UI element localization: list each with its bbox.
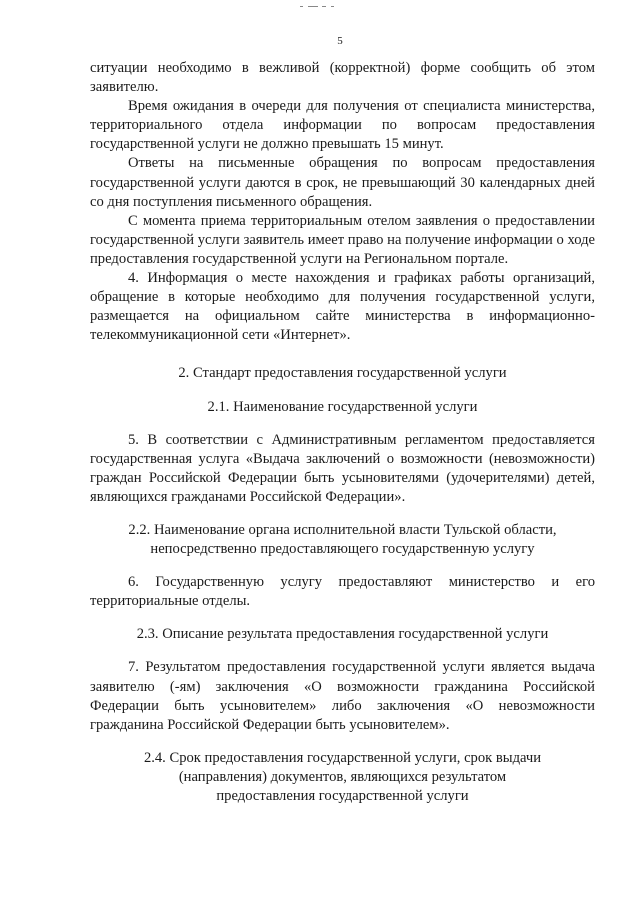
paragraph-item-5: 5. В соответствии с Административным регламентом предоставляется государственная услуга «Выдача заключений о возможности (невозможности) граждан Российской Федерации быть усыновителями (удочерителями) детей, являющихся гражданами Российской Федерации». <box>90 431 595 505</box>
heading-line: предоставления государственной услуги <box>216 788 469 804</box>
page-number: 5 <box>337 35 343 47</box>
heading-line: непосредственно предоставляющего государственную услугу <box>150 541 535 558</box>
paragraph-written-requests: Ответы на письменные обращения по вопросам предоставления государственной услуги даются в срок, не превышающий 30 календарных дней со дня поступления письменного обращения. <box>90 155 595 210</box>
subsection-heading-2-4 <box>90 749 595 806</box>
document-body <box>90 59 595 820</box>
section-heading-2: 2. Стандарт предоставления государственной услуги <box>178 365 507 382</box>
heading-line: 2.2. Наименование органа исполнительной власти Тульской области, <box>128 521 557 538</box>
scan-artifact <box>300 6 336 10</box>
heading-line: (направления) документов, являющихся результатом <box>178 768 507 785</box>
paragraph-status-info: С момента приема территориальным отелом заявления о предоставлении государственной услуги заявитель имеет право на получение информации о ходе предоставления государственной услуги на Региональном портале. <box>90 212 595 267</box>
paragraph-continuation: ситуации необходимо в вежливой (корректной) форме сообщить об этом заявителю. <box>90 60 595 96</box>
subsection-heading-2-3: 2.3. Описание результата предоставления государственной услуги <box>136 626 549 643</box>
paragraph-waiting-time: Время ожидания в очереди для получения от специалиста министерства, территориального отдела информации по вопросам предоставления государственной услуги не должно превышать 15 минут. <box>90 98 595 153</box>
subsection-heading-2-2 <box>90 521 595 559</box>
heading-line: 2.4. Срок предоставления государственной услуги, срок выдачи <box>143 749 542 766</box>
paragraph-item-4: 4. Информация о месте нахождения и графиках работы организаций, обращение в которые необходимо для получения государственной услуги, размещается на официальном сайте министерства в информационно-телекоммуникационной сети «Интернет». <box>90 270 595 344</box>
paragraph-item-7: 7. Результатом предоставления государственной услуги является выдача заявителю (-ям) заключения «О возможности гражданина Российской Федерации быть усыновителем» либо заключения «О невозможности гражданина Российской Федерации быть усыновителем». <box>90 659 595 733</box>
paragraph-item-6: 6. Государственную услугу предоставляют министерство и его территориальные отделы. <box>90 574 595 610</box>
subsection-heading-2-1: 2.1. Наименование государственной услуги <box>207 398 478 415</box>
